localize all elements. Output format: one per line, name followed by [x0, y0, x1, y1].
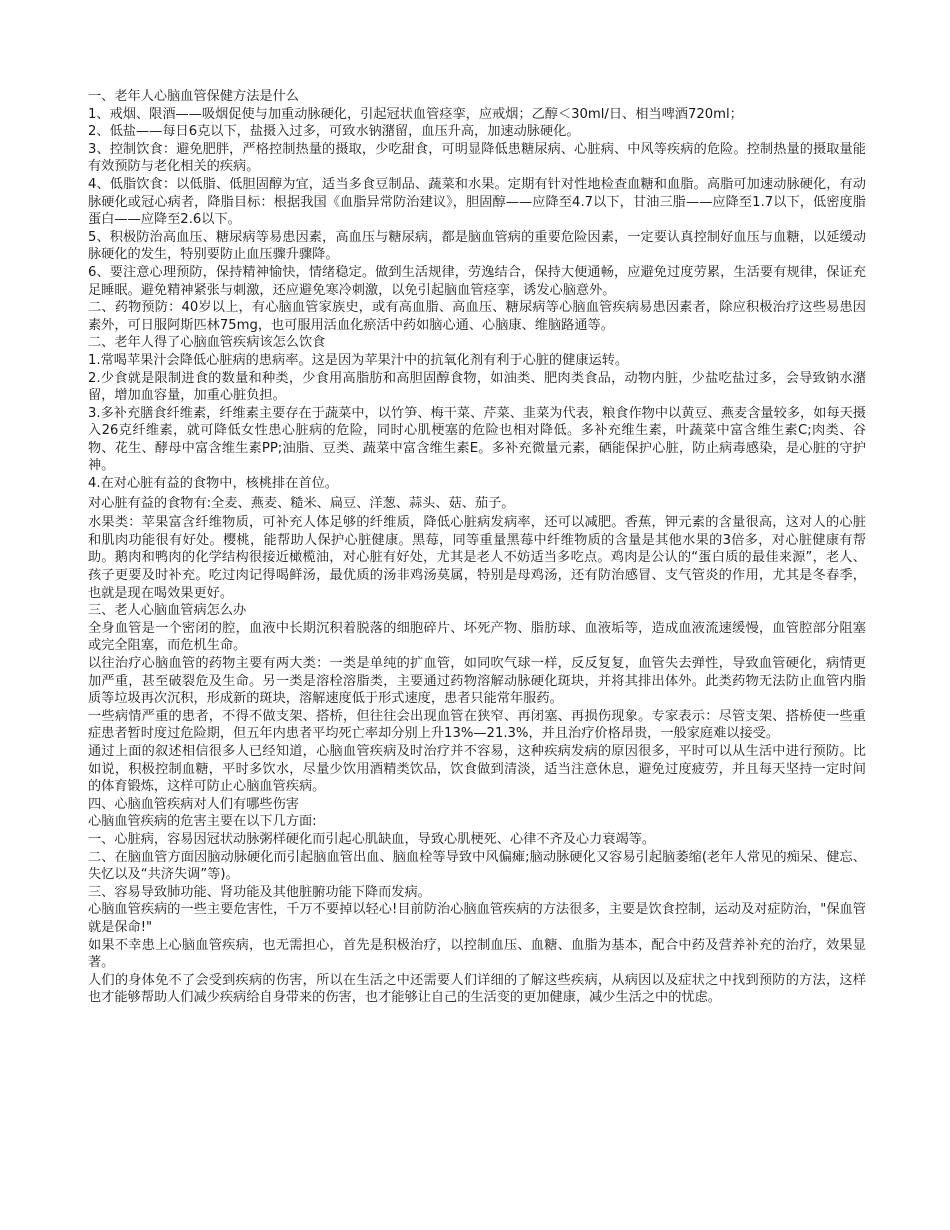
paragraph: 6、要注意心理预防，保持精神愉快，情绪稳定。做到生活规律，劳逸结合，保持大便通畅，应避免过度劳累，生活要有规律，保证充足睡眠。避免精神紧张与刺激，还应避免寒冷刺激，以免引起脑血管痉挛，诱发心脑意外。 [88, 264, 866, 298]
paragraph: 心脑血管疾病的一些主要危害性，千万不要掉以轻心!目前防治心脑血管疾病的方法很多，主要是饮食控制，运动及对症防治，"保血管就是保命!" [88, 902, 866, 935]
paragraph: 1、戒烟、限酒——吸烟促使与加重动脉硬化，引起冠状血管痉挛，应戒烟；乙醇＜30ml/日、相当啤酒720ml； [88, 106, 743, 122]
paragraph: 三、容易导致肺功能、肾功能及其他脏腑功能下降而发病。 [88, 884, 431, 900]
section-heading-3: 三、老人心脑血管病怎么办 [88, 603, 247, 619]
paragraph: 水果类：苹果富含纤维物质，可补充人体足够的纤维质，降低心脏病发病率，还可以减肥。香蕉，钾元素的含量很高，这对人的心脏和肌肉功能很有好处。樱桃，能帮助人保护心脏健康。黑莓，同等重量黑莓中纤维物质的含量是其他水果的3倍多，对心脏健康有帮助。鹅肉和鸭肉的化学结构很接近橄榄油，对心脏有好处，尤其是老人不妨适当多吃点。鸡肉是公认的“蛋白质的最佳来源”，老人、孩子更要及时补充。吃过肉记得喝鲜汤，最优质的汤非鸡汤莫属，特别是母鸡汤，还有防治感冒、支气管炎的作用，尤其是冬春季，也就是现在喝效果更好。 [88, 515, 866, 601]
paragraph: 通过上面的叙述相信很多人已经知道，心脑血管疾病及时治疗并不容易，这种疾病发病的原因很多，平时可以从生活中进行预防。比如说，积极控制血糖，平时多饮水，尽量少饮用酒精类饮品，饮食做到清淡，适当注意休息，避免过度疲劳，并且每天坚持一定时间的体育锻炼，这样可防止心脑血管疾病。 [88, 743, 866, 795]
paragraph: 心脑血管疾病的危害主要在以下几方面: [88, 814, 317, 830]
paragraph: 1.常喝苹果汁会降低心脏病的患病率。这是因为苹果汁中的抗氧化剂有利于心脏的健康运转。 [88, 352, 629, 368]
paragraph: 3.多补充膳食纤维素，纤维素主要存在于蔬菜中，以竹笋、梅干菜、芹菜、韭菜为代表，粮食作物中以黄豆、燕麦含量较多，如每天摄入26克纤维素，就可降低女性患心脏病的危险，同时心肌梗塞的危险也相对降低。多补充维生素，叶蔬菜中富含维生素C;肉类、谷物、花生、酵母中富含维生素PP;油脂、豆类、蔬菜中富含维生素E。多补充微量元素，硒能保护心脏，防止病毒感染，是心脏的守护神。 [88, 405, 866, 474]
paragraph: 2、低盐——每日6克以下，盐摄入过多，可致水钠潴留，血压升高，加速动脉硬化。 [88, 124, 580, 140]
paragraph: 全身血管是一个密闭的腔，血液中长期沉积着脱落的细胞碎片、坏死产物、脂肪球、血液垢等，造成血液流速缓慢，血管腔部分阻塞或完全阻塞，而危机生命。 [88, 620, 866, 654]
section-heading-1: 一、老年人心脑血管保健方法是什么 [88, 89, 299, 104]
section-heading-2: 二、老年人得了心脑血管疾病该怎么饮食 [88, 335, 326, 351]
paragraph: 一、心脏病，容易因冠状动脉粥样硬化而引起心肌缺血，导致心肌梗死、心律不齐及心力衰竭等。 [88, 831, 656, 847]
paragraph: 3、控制饮食：避免肥胖，严格控制热量的摄取，少吃甜食，可明显降低患糖尿病、心脏病、中风等疾病的危险。控制热量的摄取量能有效预防与老化相关的疾病。 [88, 141, 866, 175]
paragraph: 如果不幸患上心脑血管疾病，也无需担心，首先是积极治疗，以控制血压、血糖、血脂为基本，配合中药及营养补充的治疗，效果显著。 [88, 937, 866, 971]
paragraph: 4、低脂饮食：以低脂、低胆固醇为宜，适当多食豆制品、蔬菜和水果。定期有针对性地检查血糖和血脂。高脂可加速动脉硬化，有动脉硬化或冠心病者，降脂目标：根据我国《血脂异常防治建议》，胆固醇——应降至4.7以下，甘油三脂——应降至1.7以下，低密度脂蛋白——应降至2.6以下。 [88, 176, 866, 228]
paragraph: 二、药物预防：40岁以上，有心脑血管家族史，或有高血脂、高血压、糖尿病等心脑血管疾病易患因素者，除应积极治疗这些易患因素外，可日服阿斯匹林75mg，也可服用活血化瘀活中药如脑心通、心脑康、维脑路通等。 [88, 300, 866, 333]
paragraph: 4.在对心脏有益的食物中，核桃排在首位。 [88, 476, 338, 492]
paragraph: 对心脏有益的食物有:全麦、燕麦、糙米、扁豆、洋葱、蒜头、菇、茄子。 [88, 495, 515, 511]
paragraph: 人们的身体免不了会受到疾病的伤害，所以在生活之中还需要人们详细的了解这些疾病，从病因以及症状之中找到预防的方法，这样也才能够帮助人们减少疾病给自身带来的伤害，也才能够让自己的生活变的更加健康，减少生活之中的忧虑。 [88, 972, 866, 1006]
paragraph: 以往治疗心脑血管的药物主要有两大类：一类是单纯的扩血管，如同吹气球一样，反反复复，血管失去弹性，导致血管硬化，病情更加严重，甚至破裂危及生命。另一类是溶栓溶脂类，主要通过药物溶解动脉硬化斑块，并将其排出体外。此类药物无法防止血管内脂质等垃圾再次沉积，形成新的斑块，溶解速度低于形式速度，患者只能常年服药。 [88, 656, 866, 707]
section-heading-4: 四、心脑血管疾病对人们有哪些伤害 [88, 796, 299, 812]
paragraph: 一些病情严重的患者，不得不做支架、搭桥，但往往会出现血管在狭窄、再闭塞、再损伤现象。专家表示：尽管支架、搭桥使一些重症患者暂时度过危险期，但五年内患者平均死亡率却分别上升13%—21.3%，并且治疗价格昂贵，一般家庭难以接受。 [88, 708, 866, 742]
document-body [88, 88, 866, 1007]
paragraph: 二、在脑血管方面因脑动脉硬化而引起脑血管出血、脑血栓等导致中风偏瘫;脑动脉硬化又容易引起脑萎缩(老年人常见的痴呆、健忘、失忆以及“共济失调”等)。 [88, 849, 866, 883]
paragraph: 5、积极防治高血压、糖尿病等易患因素，高血压与糖尿病，都是脑血管病的重要危险因素，一定要认真控制好血压与血糖，以延缓动脉硬化的发生，特别要防止血压骤升骤降。 [88, 229, 866, 263]
paragraph: 2.少食就是限制进食的数量和种类，少食用高脂肪和高胆固醇食物，如油类、肥肉类食品，动物内脏，少盐吃盐过多，会导致钠水潴留，增加血容量，加重心脏负担。 [88, 370, 866, 404]
